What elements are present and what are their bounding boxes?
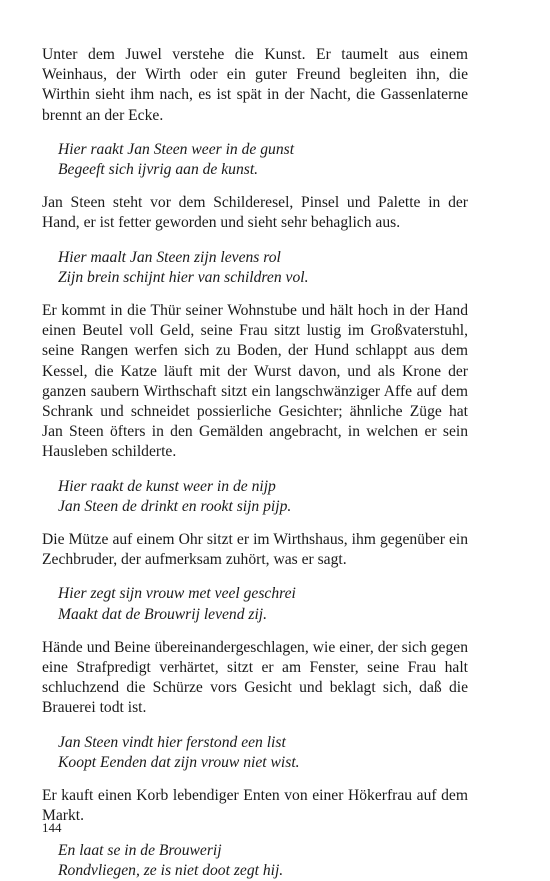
verse-line: Jan Steen vindt hier ferstond een list — [58, 733, 286, 751]
verse-line: Hier zegt sijn vrouw met veel geschrei — [58, 585, 296, 603]
paragraph: Er kauft einen Korb lebendiger Enten von einer Hökerfrau auf dem Markt. — [42, 787, 468, 825]
verse — [58, 841, 468, 881]
paragraph: Jan Steen steht vor dem Schilderesel, Pinsel und Palette in der Hand, er ist fetter geworden und sieht sehr behaglich aus. — [42, 194, 468, 232]
verse — [58, 248, 468, 288]
verse-line: Jan Steen de drinkt en rookt sijn pijp. — [58, 497, 292, 515]
verse-line: Koopt Eenden dat zijn vrouw niet wist. — [58, 753, 300, 771]
paragraph: Hände und Beine übereinandergeschlagen, wie einer, der sich gegen eine Strafpredigt verhärtet, sitzt er am Fenster, seine Frau halt schluchzend die Schürze vors Gesicht und beklagt sich, daß die Brauerei todt ist. — [42, 638, 468, 717]
page-number: 144 — [42, 820, 62, 835]
verse-line: Begeeft sich ijvrig aan de kunst. — [58, 161, 259, 179]
paragraph: Er kommt in die Thür seiner Wohnstube und hält hoch in der Hand einen Beutel voll Geld, seine Frau sitzt lustig im Großvaterstuhl, seine Rangen werfen sich zu Boden, der Hund schlappt aus dem Kessel, die Katze läuft mit der Wurst davon, und als Krone der ganzen saubern Wirthschaft sitzt ein langschwänziger Affe auf dem Schrank und schneidet possierliche Gesichter; ähnliche Züge hat Jan Steen öfters in den Gemälden angebracht, in welchen er sein Hausleben schilderte. — [42, 302, 468, 461]
verse-line: Hier maalt Jan Steen zijn levens rol — [58, 248, 281, 266]
verse-line: En laat se in de Brouwerij — [58, 841, 222, 859]
verse — [58, 477, 468, 517]
verse — [58, 140, 468, 180]
verse-line: Maakt dat de Brouwrij levend zij. — [58, 605, 268, 623]
paragraph: Unter dem Juwel verstehe die Kunst. Er taumelt aus einem Weinhaus, der Wirth oder ein guter Freund begleiten ihn, die Wirthin sieht ihm nach, es ist spät in der Nacht, die Gassenlaterne brennt an der Ecke. — [42, 46, 468, 124]
verse — [58, 584, 468, 624]
page-body — [42, 45, 468, 881]
verse — [58, 733, 468, 773]
verse-line: Hier raakt Jan Steen weer in de gunst — [58, 140, 295, 158]
paragraph: Die Mütze auf einem Ohr sitzt er im Wirthshaus, ihm gegenüber ein Zechbruder, der aufmerksam zuhört, was er sagt. — [42, 531, 468, 569]
verse-line: Rondvliegen, ze is niet doot zegt hij. — [58, 861, 284, 879]
verse-line: Hier raakt de kunst weer in de nijp — [58, 477, 276, 495]
verse-line: Zijn brein schijnt hier van schildren vol. — [58, 268, 309, 286]
